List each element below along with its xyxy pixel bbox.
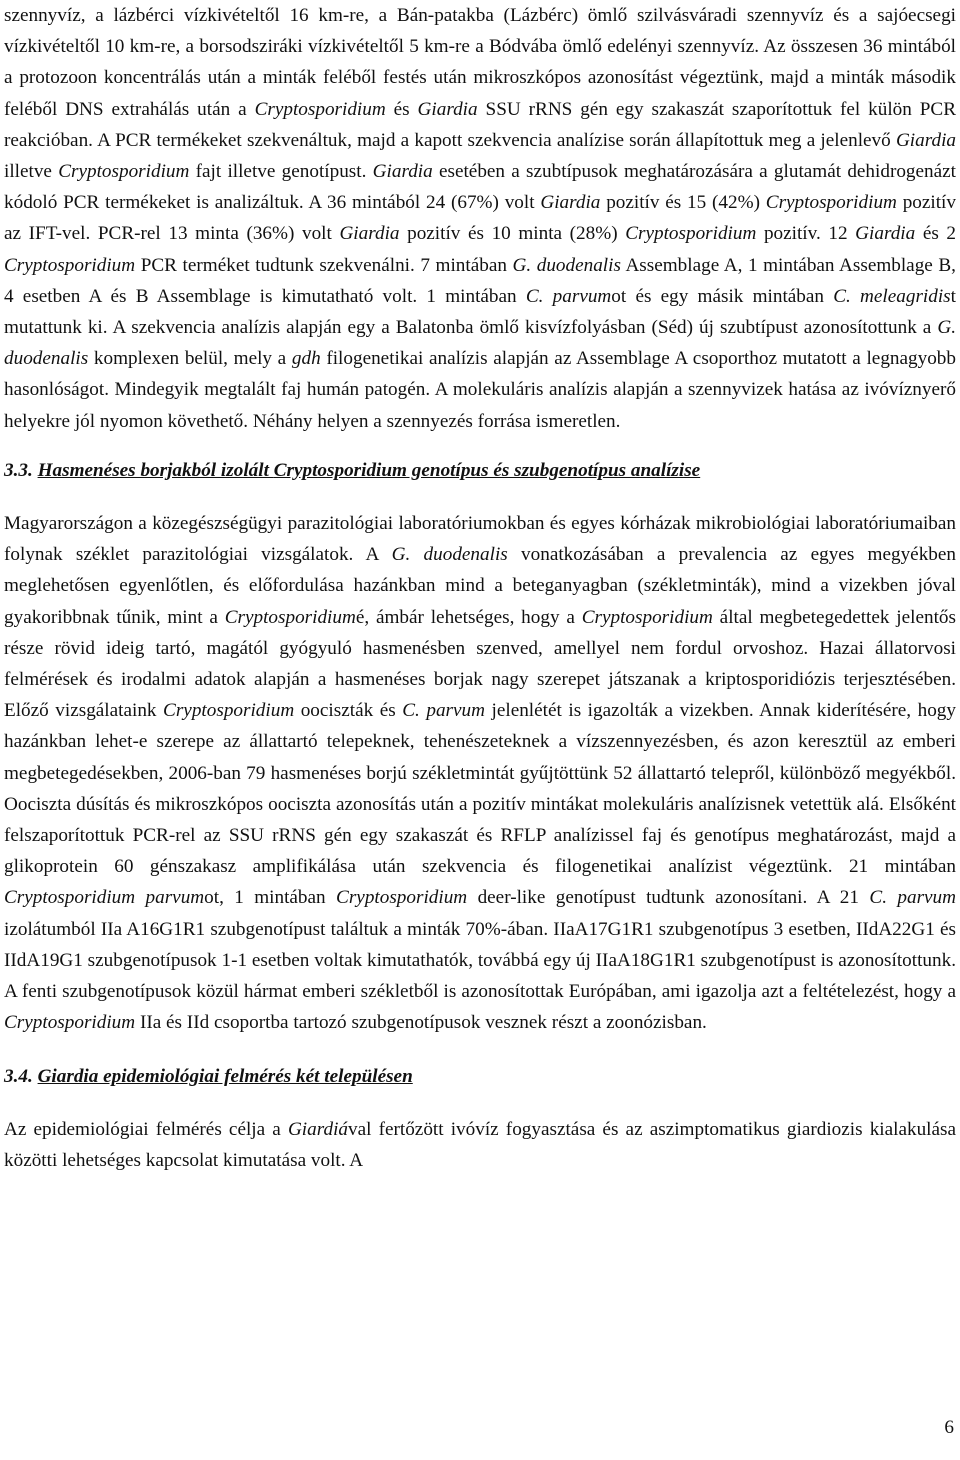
italic-term: Cryptosporidium (4, 1012, 136, 1034)
title-run: genotípus és szubgenotípus analízise (406, 459, 701, 481)
text-run: szennyvíz, a lázbérci vízkivételtől 16 km-re, a Bán-patakba (Lázbérc) ömlő szilvásváradi szennyvíz és a sajóecsegi vízkivételtől 10 km-re, a borsodsziráki vízkivételtől 5 km-re a Bódvába ömlő edelényi szennyvíz. Az összesen 36 mintából a protozoon koncentrálás után a minták feléből festés után mikroszkópos azonosítást végeztünk, majd a minták második feléből DNS extrahálás után a (4, 5, 956, 120)
italic-term: Giardia (855, 223, 916, 245)
text-run: PCR terméket tudtunk szekvenálni. 7 mintában (135, 254, 513, 276)
text-run: filogenetikai analízis alapján az Assemblage A csoporthoz mutatott a legnagyobb hasonlóságot. Mindegyik megtalált faj humán patogén. A molekuláris analízis alapján a szennyvizek hatása az ivóvíznyerő helyekre jól nyomon követhető. Néhány helyen a szennyezés forrása ismeretlen. (4, 348, 956, 432)
text-run: SSU rRNS gén egy szakaszát szaporítottuk fel külön PCR reakcióban. A PCR termékeket szekvenáltuk, majd a kapott szekvencia analízise során állapítottuk meg a jelenlevő (4, 98, 957, 151)
italic-term: Giardia (540, 192, 601, 214)
text-run: Magyarországon a közegészségügyi parazitológiai laboratóriumokban és egyes kórházak mikrobiológiai laboratóriumaiban folynak széklet parazitológiai vizsgálatok. A (4, 513, 956, 566)
italic-term: C. parvum (525, 285, 612, 307)
text-run: pozitív. 12 (756, 223, 856, 245)
document-page (4, 0, 956, 1176)
spacer (4, 437, 956, 455)
italic-term: Giardia (417, 98, 478, 120)
text-run: oociszták és (294, 700, 403, 722)
italic-term: Cryptosporidium (625, 223, 757, 245)
italic-term: C. parvum (869, 887, 956, 909)
text-run: által megbetegedettek jelentős része rövid ideig tartó, magától gyógyuló hasmenésben szenved, amellyel nem fordul orvoshoz. Hazai állatorvosi felmérések és irodalmi adatok alapján a hasmenéses borjak nagy szerepet játszanak a kriptosporidiózis terjesztésében. Előző vizsgálataink (4, 606, 956, 722)
text-run: esetében a szubtípusok meghatározására a glutamát dehidrogenázt kódoló PCR termékeket is analizáltuk. A 36 mintából 24 (67%) volt (4, 161, 956, 214)
section-number: 3.3. (4, 459, 33, 481)
text-run: izolátumból IIa A16G1R1 szubgenotípust találtuk a minták 70%-ában. IIaA17G1R1 szubgenotípus 3 esetben, IIdA22G1 és IIdA19G1 szubgenotípusok 1-1 esetben voltak kimutathatók, továbbá egy új IIaA18G1R1 szubgenotípust is azonosítottunk. A fenti szubgenotípusok közül hármat emberi székletből is azonosítottak Európában, ami igazolja azt a feltételezést, hogy a (4, 918, 956, 1003)
text-run: deer-like genotípust tudtunk azonosítani. A 21 (467, 887, 870, 909)
italic-term: Cryptosporidium (58, 161, 190, 183)
paragraph-epidemiology (4, 1114, 956, 1176)
spacer (4, 486, 956, 508)
italic-term: Cryptosporidium (336, 887, 468, 909)
text-run: pozitív és 15 (42%) (600, 192, 766, 214)
section-heading-3-4 (4, 1061, 956, 1092)
italic-term: Cryptosporidium parvum (4, 887, 205, 909)
italic-term: G. duodenalis (4, 317, 956, 370)
italic-term: Giardia (372, 161, 433, 183)
text-run: é, ámbár lehetséges, hogy a (355, 606, 582, 628)
title-run: Cryptosporidium (273, 459, 407, 481)
italic-term: gdh (291, 348, 321, 370)
italic-term: G. duodenalis (512, 254, 621, 276)
italic-term: Cryptosporidium (581, 606, 713, 628)
text-run: és 2 (915, 223, 957, 245)
section-heading-3-3 (4, 455, 956, 486)
italic-term: Giardia (895, 129, 956, 151)
title-run: Hasmenéses borjakból izolált (37, 459, 274, 481)
text-run: vonatkozásában a prevalencia az egyes megyékben meglehetősen egyenlőtlen, és előfordulása hazánkban mind a beteganyagban (székletminták), mind a vizekben jóval gyakoribbnak tűnik, mint a (4, 544, 956, 628)
text-run: t mutattunk ki. A szekvencia analízis alapján egy a Balatonba ömlő kisvízfolyásban (Séd) új szubtípust azonosítottunk a (4, 285, 956, 339)
text-run: fajt illetve genotípust. (189, 161, 373, 183)
text-run: pozitív az IFT-vel. PCR-rel 13 minta (36%) volt (4, 192, 956, 245)
paragraph-calf-analysis (4, 508, 956, 1038)
paragraph-wastewater-results (4, 0, 956, 437)
italic-term: Cryptosporidium (163, 700, 295, 722)
text-run: jelenlétét is igazolták a vizekben. Annak kiderítésére, hogy hazánkban lehet-e szerepe az állattartó telepeknek, tehenészeteknek a vízszennyezésben, és azon keresztül az emberi megbetegedésekben, 2006-ban 79 hasmenéses borjú székletmintát gyűjtöttünk 52 állattartó telepről, különböző megyékből. Oociszta dúsítás és mikroszkópos oociszta azonosítás után a pozitív mintákat molekuláris analízisnek vetettük alá. Elsőként felszaporítottuk PCR-rel az SSU rRNS gén egy szakaszát és RFLP analízissel faj és genotípus meghatározást, majd a glikoprotein 60 génszakasz amplifikálása után szekvencia és filogenetikai analízist végeztünk. 21 mintában (4, 700, 956, 878)
spacer (4, 1092, 956, 1114)
italic-term: C. parvum (402, 700, 485, 722)
text-run: IIa és IId csoportba tartozó szubgenotípusok vesznek részt a zoonózisban. (135, 1012, 707, 1034)
text-run: és (385, 98, 418, 120)
italic-term: Cryptosporidium (765, 192, 897, 214)
text-run: pozitív és 10 minta (28%) (399, 223, 626, 245)
text-run: ot és egy másik mintában (611, 285, 834, 307)
italic-term: Cryptosporidium (254, 98, 386, 120)
italic-term: Giardia (339, 223, 400, 245)
text-run: komplexen belül, mely a (88, 348, 292, 370)
text-run: ot, 1 mintában (204, 887, 337, 909)
section-title: Giardia epidemiológiai felmérés két településen (37, 1065, 413, 1087)
italic-term: G. duodenalis (391, 544, 508, 566)
italic-term: Cryptosporidium (4, 254, 136, 276)
text-run: Az epidemiológiai felmérés célja a (4, 1118, 288, 1140)
spacer (4, 1039, 956, 1061)
text-run: Assemblage A, 1 mintában Assemblage B, 4 esetben A és B Assemblage is kimutatható volt. 1 mintában (4, 254, 956, 307)
text-run: val fertőzött ivóvíz fogyasztása és az aszimptomatikus giardiozis kialakulása közötti lehetséges kapcsolat kimutatása volt. A (4, 1118, 956, 1171)
section-number: 3.4. (4, 1065, 33, 1087)
italic-term: Giardiá (287, 1118, 348, 1140)
text-run: illetve (4, 161, 59, 183)
page-number: 6 (944, 1417, 954, 1438)
italic-term: Cryptosporidium (224, 606, 356, 628)
italic-term: C. meleagridis (833, 285, 951, 307)
section-title (38, 460, 701, 481)
